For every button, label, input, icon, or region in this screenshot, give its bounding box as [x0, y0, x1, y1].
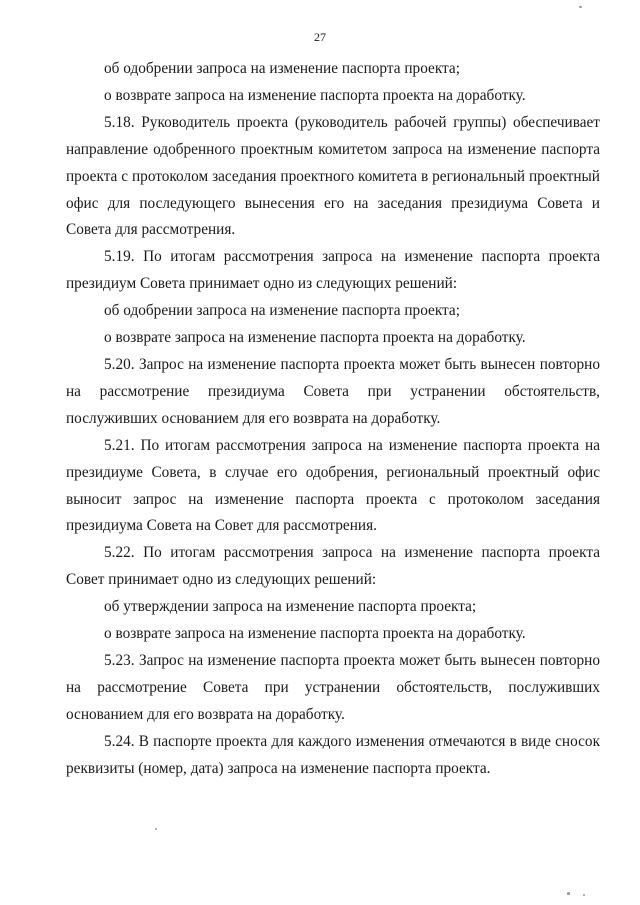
- scan-artifact: [579, 6, 582, 8]
- list-item-approve-2: об одобрении запроса на изменение паспорта проекта;: [104, 302, 460, 320]
- clause-5-20: 5.20. Запрос на изменение паспорта проекта может быть вынесен повторно на рассмотрение президиума Совета при устранении обстоятельств, послуживших основанием для его возврата на доработку.: [66, 355, 600, 427]
- clause-5-21: 5.21. По итогам рассмотрения запроса на изменение паспорта проекта на президиуме Совета, в случае его одобрения, региональный проектный офис выносит запрос на изменение паспорта проекта с протоколом заседания президиума Совета на Совет для рассмотрения.: [66, 436, 600, 535]
- list-item-approve-1: об одобрении запроса на изменение паспорта проекта;: [104, 60, 460, 77]
- list-item-return-3: о возврате запроса на изменение паспорта проекта на доработку.: [104, 625, 526, 643]
- list-item-return-2: о возврате запроса на изменение паспорта проекта на доработку.: [104, 329, 526, 347]
- scan-artifact: [567, 892, 570, 895]
- clause-5-23: 5.23. Запрос на изменение паспорта проекта может быть вынесен повторно на рассмотрение Совета при устранении обстоятельств, послуживших основанием для его возврата на доработку.: [66, 651, 600, 723]
- clause-5-18: 5.18. Руководитель проекта (руководитель рабочей группы) обеспечивает направление одобренного проектным комитетом запроса на изменение паспорта проекта с протоколом заседания проектного комитета в региональный проектный офис для последующего вынесения его на заседания президиума Совета и Совета для рассмотрения.: [66, 113, 600, 239]
- scan-artifact: [155, 828, 157, 830]
- scan-artifact: [583, 894, 585, 896]
- list-item-return-1: о возврате запроса на изменение паспорта проекта на доработку.: [104, 86, 526, 104]
- clause-5-24: 5.24. В паспорте проекта для каждого изменения отмечаются в виде сносок реквизиты (номер, дата) запроса на изменение паспорта проекта.: [66, 732, 600, 777]
- list-item-confirm-3: об утверждении запроса на изменение паспорта проекта;: [104, 598, 477, 616]
- page-number: 27: [314, 30, 326, 44]
- document-body: [66, 56, 600, 782]
- clause-5-19: 5.19. По итогам рассмотрения запроса на изменение паспорта проекта президиум Совета принимает одно из следующих решений:: [66, 248, 600, 293]
- clause-5-22: 5.22. По итогам рассмотрения запроса на изменение паспорта проекта Совет принимает одно из следующих решений:: [66, 544, 600, 589]
